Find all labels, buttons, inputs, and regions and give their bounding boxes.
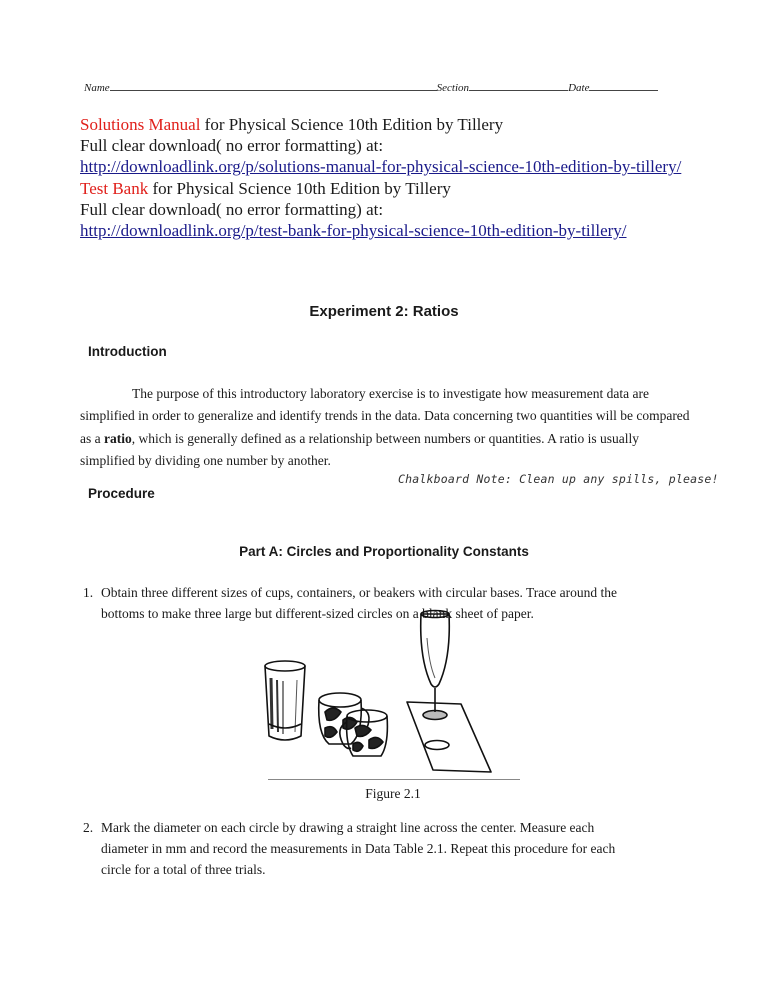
solutions-manual-line bbox=[80, 114, 700, 135]
ratio-term: ratio bbox=[104, 430, 132, 446]
test-bank-line bbox=[80, 178, 700, 199]
test-bank-download-note: Full clear download( no error formatting) at: bbox=[80, 199, 384, 219]
wine-glass-on-paper bbox=[407, 611, 491, 773]
step-2-number: 2. bbox=[83, 820, 94, 835]
solutions-manual-link[interactable]: http://downloadlink.org/p/solutions-manual-for-physical-science-10th-edition-by-tillery/ bbox=[80, 157, 682, 177]
section-blank bbox=[469, 80, 568, 91]
step-1-number: 1. bbox=[83, 585, 94, 600]
figure-divider bbox=[268, 779, 520, 780]
part-a-heading: Part A: Circles and Proportionality Constants bbox=[239, 544, 529, 559]
procedure-heading: Procedure bbox=[88, 486, 155, 501]
date-blank bbox=[589, 80, 658, 91]
figure-2-1-illustration bbox=[255, 604, 505, 776]
solutions-manual-title: for Physical Science 10th Edition by Tillery bbox=[200, 115, 504, 134]
name-blank bbox=[110, 80, 437, 91]
test-bank-link[interactable]: http://downloadlink.org/p/test-bank-for-physical-science-10th-edition-by-tillery/ bbox=[80, 221, 627, 241]
section-label: Section bbox=[436, 82, 470, 94]
step-2-line-3: circle for a total of three trials. bbox=[101, 862, 266, 877]
pitcher-mug bbox=[340, 710, 388, 756]
figure-caption: Figure 2.1 bbox=[365, 786, 421, 801]
name-label: Name bbox=[84, 82, 110, 94]
test-bank-highlight: Test Bank bbox=[80, 178, 149, 198]
step-1-line-2: bottoms to make three large but different-sized circles on a blank sheet of paper. bbox=[101, 606, 534, 621]
date-label: Date bbox=[568, 82, 590, 94]
step-2-line-1: Mark the diameter on each circle by drawing a straight line across the center. Measure each bbox=[101, 820, 595, 835]
student-info-line bbox=[84, 80, 658, 94]
step-2-line-2: diameter in mm and record the measurements in Data Table 2.1. Repeat this procedure for each bbox=[101, 841, 616, 856]
intro-text-2: , which is generally defined as a relationship between numbers or quantities. A ratio is usually simplified by dividing one number by another. bbox=[80, 430, 640, 468]
intro-text-1: The purpose of this introductory laboratory exercise is to investigate how measurement data are simplified in order to generalize and identify trends in the data. Data concerning two quantities will be compared as a bbox=[80, 386, 690, 446]
solutions-download-note: Full clear download( no error formatting) at: bbox=[80, 136, 384, 156]
test-bank-title: for Physical Science 10th Edition by Tillery bbox=[148, 178, 451, 198]
step-2 bbox=[83, 817, 723, 880]
tumbler-glass bbox=[265, 661, 305, 740]
introduction-heading: Introduction bbox=[88, 344, 167, 359]
solutions-manual-highlight: Solutions Manual bbox=[80, 115, 201, 134]
experiment-title: Experiment 2: Ratios bbox=[309, 303, 459, 320]
chalkboard-note: Chalkboard Note: Clean up any spills, please! bbox=[398, 472, 719, 486]
download-links-block bbox=[80, 114, 700, 241]
introduction-paragraph bbox=[80, 383, 692, 472]
step-1-line-1: Obtain three different sizes of cups, containers, or beakers with circular bases. Trace around the bbox=[101, 585, 617, 600]
